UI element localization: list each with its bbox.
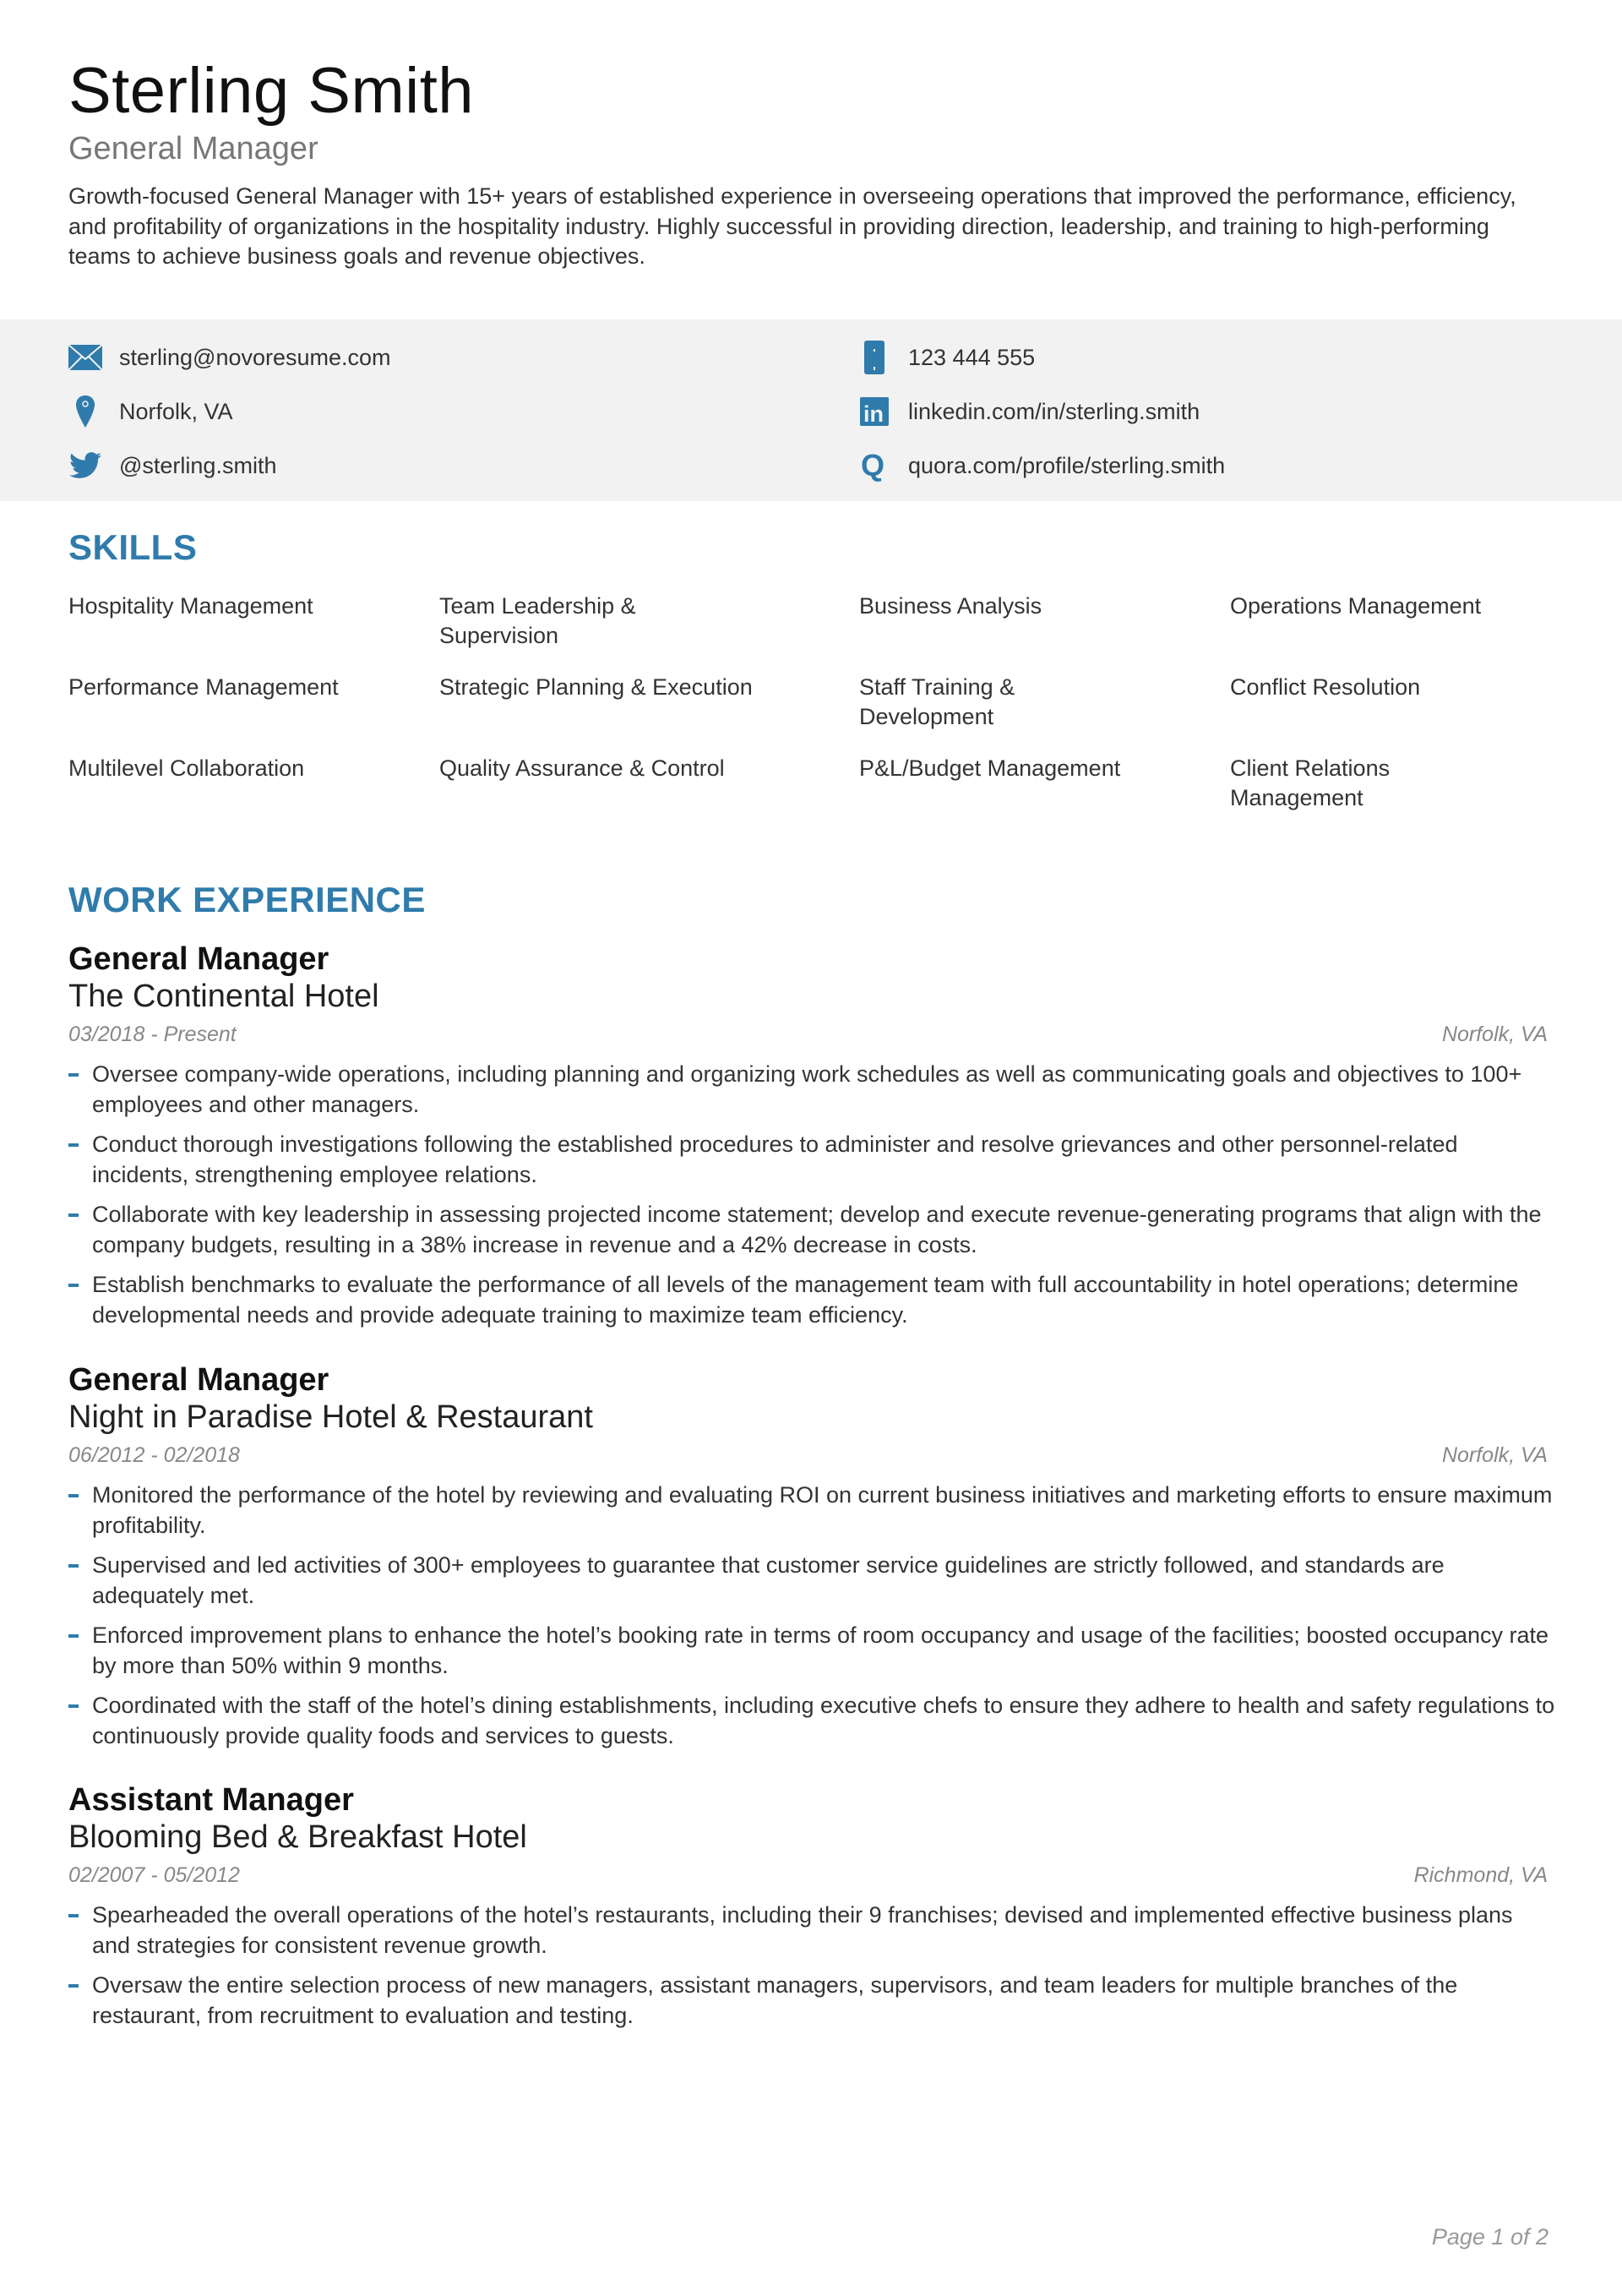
job-bullet <box>68 1481 1557 1541</box>
candidate-name: Sterling Smith <box>68 55 475 127</box>
job-location: Richmond, VA <box>1413 1863 1548 1887</box>
bullet-dash-icon <box>68 1143 79 1147</box>
bullet-text: Coordinated with the staff of the hotel’s dining establishments, including executive chefs to ensure they adhere to health and safety regulations to continuously provide quality foods and services to guests. <box>92 1693 1555 1748</box>
bullet-text: Oversee company-wide operations, including planning and organizing work schedules as well as communicating goals and objectives to 100+ employees and other managers. <box>92 1061 1522 1117</box>
skill-item: Business Analysis <box>859 593 1042 619</box>
bullet-text: Spearheaded the overall operations of the hotel’s restaurants, including their 9 franchises; devised and implemented effective business plans and strategies for consistent revenue growth. <box>92 1902 1513 1958</box>
bullet-dash-icon <box>68 1914 79 1917</box>
skill-item: P&L/Budget Management <box>859 755 1121 781</box>
skill-item: Client Relations Management <box>1230 755 1391 810</box>
bullet-text: Collaborate with key leadership in assessing projected income statement; develop and execute revenue-generating programs that align with the company budgets, resulting in a 38% increase in revenue and a 42% decrease in costs. <box>92 1202 1542 1257</box>
skill-item: Hospitality Management <box>68 593 313 619</box>
contact-quora[interactable] <box>857 449 1225 483</box>
bullet-dash-icon <box>68 1634 79 1638</box>
job-title: Assistant Manager <box>68 1782 354 1818</box>
bullet-dash-icon <box>68 1213 79 1217</box>
job-dates: 02/2007 - 05/2012 <box>68 1863 240 1887</box>
skill-item: Conflict Resolution <box>1230 674 1421 700</box>
summary: Growth-focused General Manager with 15+ years of established experience in overseeing operations that improved the performance, efficiency, and profitability of organizations in the hospitality industry. Highly successful in providing direction, leadership, and training to high-performing teams to achieve business goals and revenue objectives. <box>68 183 1516 269</box>
location-text: Norfolk, VA <box>119 398 233 424</box>
contact-twitter[interactable] <box>68 449 276 483</box>
job-entry <box>68 1782 1557 2041</box>
company-name: The Continental Hotel <box>68 979 379 1014</box>
job-bullet <box>68 1130 1557 1190</box>
bullet-text: Enforced improvement plans to enhance the hotel’s booking rate in terms of room occupancy and usage of the facilities; boosted occupancy rate by more than 50% within 9 months. <box>92 1622 1549 1678</box>
contact-location <box>68 395 233 428</box>
skills-heading: SKILLS <box>68 527 198 567</box>
bullet-dash-icon <box>68 1494 79 1497</box>
job-bullet <box>68 1691 1557 1751</box>
skill-item: Multilevel Collaboration <box>68 755 305 781</box>
skill-item: Staff Training & Development <box>859 674 1015 729</box>
twitter-text: @sterling.smith <box>119 452 277 478</box>
skill-item: Performance Management <box>68 674 339 700</box>
bullet-text: Establish benchmarks to evaluate the performance of all levels of the management team with full accountability in hotel operations; determine developmental needs and provide adequate training to maximize team efficiency. <box>92 1272 1519 1328</box>
quora-icon <box>857 449 891 483</box>
phone-icon <box>857 341 891 374</box>
job-location: Norfolk, VA <box>1441 1023 1548 1046</box>
contact-bar <box>0 319 1622 501</box>
bullet-dash-icon <box>68 1984 79 1988</box>
job-dates: 06/2012 - 02/2018 <box>68 1443 240 1467</box>
bullet-dash-icon <box>68 1284 79 1287</box>
bullet-text: Monitored the performance of the hotel by reviewing and evaluating ROI on current business initiatives and marketing efforts to ensure maximum profitability. <box>92 1482 1553 1538</box>
work-experience-heading: WORK EXPERIENCE <box>68 880 426 919</box>
contact-phone[interactable] <box>857 341 1035 374</box>
job-bullet <box>68 1060 1557 1120</box>
bullet-text: Supervised and led activities of 300+ employees to guarantee that customer service guidelines are strictly followed, and standards are adequately met. <box>92 1552 1445 1608</box>
company-name: Night in Paradise Hotel & Restaurant <box>68 1399 593 1435</box>
job-meta <box>68 1023 1557 1056</box>
job-bullet <box>68 1551 1557 1611</box>
job-bullet <box>68 1270 1557 1330</box>
svg-text:in: in <box>863 401 884 426</box>
email-text: sterling@novoresume.com <box>119 344 391 370</box>
job-meta <box>68 1443 1557 1477</box>
phone-text: 123 444 555 <box>908 344 1036 370</box>
bullet-text: Conduct thorough investigations following the established procedures to administer and resolve grievances and other personnel-related incidents, strengthening employee relations. <box>92 1132 1458 1187</box>
job-title: General Manager <box>68 941 329 977</box>
bullet-dash-icon <box>68 1564 79 1568</box>
svg-text:Q: Q <box>861 450 885 482</box>
company-name: Blooming Bed & Breakfast Hotel <box>68 1819 527 1855</box>
page-number: Page 1 of 2 <box>1431 2224 1549 2250</box>
skill-item: Quality Assurance & Control <box>439 755 725 781</box>
quora-text: quora.com/profile/sterling.smith <box>908 452 1226 478</box>
job-bullet <box>68 1971 1557 2031</box>
linkedin-text: linkedin.com/in/sterling.smith <box>908 398 1200 424</box>
bullet-text: Oversaw the entire selection process of new managers, assistant managers, supervisors, and team leaders for multiple branches of the restaurant, from recruitment to evaluation and testing. <box>92 1972 1458 2028</box>
skill-item: Team Leadership & Supervision <box>439 593 636 648</box>
bullet-dash-icon <box>68 1704 79 1708</box>
job-title: General Manager <box>68 1362 329 1398</box>
job-location: Norfolk, VA <box>1441 1443 1548 1467</box>
contact-email[interactable] <box>68 341 391 374</box>
twitter-icon <box>68 449 102 483</box>
job-meta <box>68 1863 1557 1897</box>
job-dates: 03/2018 - Present <box>68 1023 237 1046</box>
job-bullet <box>68 1901 1557 1961</box>
skill-item: Strategic Planning & Execution <box>439 674 753 700</box>
job-entry <box>68 941 1557 1340</box>
job-bullet <box>68 1200 1557 1260</box>
bullet-dash-icon <box>68 1073 79 1077</box>
job-bullet <box>68 1621 1557 1681</box>
candidate-title: General Manager <box>68 131 318 166</box>
skill-item: Operations Management <box>1230 593 1482 619</box>
envelope-icon <box>68 341 102 374</box>
map-pin-icon <box>68 395 102 428</box>
contact-linkedin[interactable] <box>857 395 1200 428</box>
job-entry <box>68 1362 1557 1761</box>
linkedin-icon <box>857 395 891 428</box>
